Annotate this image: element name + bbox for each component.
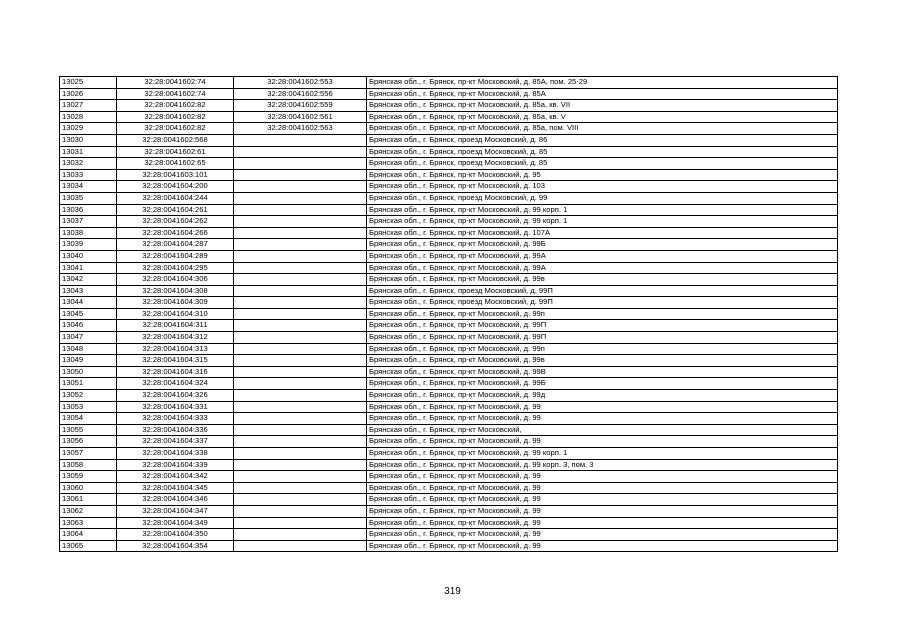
address-cell: Брянская обл., г. Брянск, проезд Московский, д. 86 (367, 134, 838, 146)
table-row (60, 482, 838, 494)
premises-number-cell (234, 378, 367, 390)
page-number: 319 (444, 586, 461, 597)
address-cell: Брянская обл., г. Брянск, пр-кт Московский, д. 99 (367, 540, 838, 552)
premises-number-cell (234, 366, 367, 378)
address-cell: Брянская обл., г. Брянск, пр-кт Московский, д. 85а, пом. VIII (367, 123, 838, 135)
row-number-cell: 13037 (60, 216, 117, 228)
address-cell: Брянская обл., г. Брянск, пр-кт Московский, д. 99 (367, 436, 838, 448)
row-number-cell: 13045 (60, 308, 117, 320)
address-cell: Брянская обл., г. Брянск, пр-кт Московский, д. 99п (367, 343, 838, 355)
row-number-cell: 13027 (60, 100, 117, 112)
table-row (60, 77, 838, 89)
cadastral-number-cell: 32:28:0041602:74 (117, 88, 234, 100)
premises-number-cell (234, 146, 367, 158)
premises-number-cell: 32:28:0041602:553 (234, 77, 367, 89)
cadastral-number-cell: 32:28:0041604:311 (117, 320, 234, 332)
row-number-cell: 13034 (60, 181, 117, 193)
address-cell: Брянская обл., г. Брянск, пр-кт Московский, д. 99 корп. 3, пом. 3 (367, 459, 838, 471)
table-row (60, 424, 838, 436)
table-row (60, 216, 838, 228)
premises-number-cell (234, 204, 367, 216)
cadastral-number-cell: 32:28:0041602:65 (117, 158, 234, 170)
table-row (60, 459, 838, 471)
row-number-cell: 13046 (60, 320, 117, 332)
cadastral-number-cell: 32:28:0041602:61 (117, 146, 234, 158)
row-number-cell: 13038 (60, 227, 117, 239)
cadastral-number-cell: 32:28:0041604:354 (117, 540, 234, 552)
premises-number-cell (234, 239, 367, 251)
cadastral-number-cell: 32:28:0041604:339 (117, 459, 234, 471)
table-row (60, 158, 838, 170)
cadastral-number-cell: 32:28:0041604:310 (117, 308, 234, 320)
premises-number-cell (234, 540, 367, 552)
row-number-cell: 13025 (60, 77, 117, 89)
row-number-cell: 13059 (60, 471, 117, 483)
table-row (60, 250, 838, 262)
row-number-cell: 13039 (60, 239, 117, 251)
table-row (60, 308, 838, 320)
premises-number-cell (234, 192, 367, 204)
table-row (60, 343, 838, 355)
cadastral-number-cell: 32:28:0041604:336 (117, 424, 234, 436)
row-number-cell: 13055 (60, 424, 117, 436)
premises-number-cell (234, 390, 367, 402)
row-number-cell: 13042 (60, 274, 117, 286)
row-number-cell: 13054 (60, 413, 117, 425)
table-row (60, 505, 838, 517)
premises-number-cell (234, 343, 367, 355)
premises-number-cell (234, 320, 367, 332)
premises-number-cell (234, 274, 367, 286)
address-cell: Брянская обл., г. Брянск, пр-кт Московский, д. 99 корп. 1 (367, 448, 838, 460)
table-row (60, 111, 838, 123)
cadastral-number-cell: 32:28:0041604:261 (117, 204, 234, 216)
premises-number-cell (234, 227, 367, 239)
cadastral-number-cell: 32:28:0041602:568 (117, 134, 234, 146)
address-cell: Брянская обл., г. Брянск, пр-кт Московский, д. 99 (367, 517, 838, 529)
table-row (60, 540, 838, 552)
address-cell: Брянская обл., г. Брянск, пр-кт Московский, д. 99 (367, 494, 838, 506)
row-number-cell: 13026 (60, 88, 117, 100)
table-row (60, 192, 838, 204)
row-number-cell: 13036 (60, 204, 117, 216)
cadastral-number-cell: 32:28:0041604:345 (117, 482, 234, 494)
address-cell: Брянская обл., г. Брянск, пр-кт Московский, д. 85А (367, 88, 838, 100)
row-number-cell: 13047 (60, 332, 117, 344)
premises-number-cell (234, 262, 367, 274)
premises-number-cell: 32:28:0041602:556 (234, 88, 367, 100)
address-cell: Брянская обл., г. Брянск, пр-кт Московский, (367, 424, 838, 436)
table-row (60, 146, 838, 158)
row-number-cell: 13040 (60, 250, 117, 262)
premises-number-cell (234, 285, 367, 297)
table-row (60, 285, 838, 297)
table-row (60, 390, 838, 402)
address-cell: Брянская обл., г. Брянск, пр-кт Московский, д. 99в (367, 274, 838, 286)
address-cell: Брянская обл., г. Брянск, пр-кт Московский, д. 107А (367, 227, 838, 239)
address-cell: Брянская обл., г. Брянск, проезд Московский, д. 85 (367, 146, 838, 158)
row-number-cell: 13048 (60, 343, 117, 355)
cadastral-number-cell: 32:28:0041604:316 (117, 366, 234, 378)
table-row (60, 262, 838, 274)
premises-number-cell (234, 401, 367, 413)
cadastral-number-cell: 32:28:0041604:289 (117, 250, 234, 262)
table-row (60, 401, 838, 413)
row-number-cell: 13033 (60, 169, 117, 181)
row-number-cell: 13031 (60, 146, 117, 158)
address-cell: Брянская обл., г. Брянск, пр-кт Московский, д. 103 (367, 181, 838, 193)
cadastral-number-cell: 32:28:0041604:333 (117, 413, 234, 425)
cadastral-number-cell: 32:28:0041604:324 (117, 378, 234, 390)
cadastral-number-cell: 32:28:0041604:306 (117, 274, 234, 286)
premises-number-cell (234, 517, 367, 529)
premises-number-cell (234, 250, 367, 262)
premises-number-cell (234, 355, 367, 367)
table-row (60, 494, 838, 506)
table-row (60, 274, 838, 286)
address-cell: Брянская обл., г. Брянск, пр-кт Московский, д. 85а, кв. V (367, 111, 838, 123)
premises-number-cell: 32:28:0041602:561 (234, 111, 367, 123)
table-row (60, 169, 838, 181)
row-number-cell: 13043 (60, 285, 117, 297)
table-row (60, 320, 838, 332)
address-cell: Брянская обл., г. Брянск, пр-кт Московский, д. 99 (367, 505, 838, 517)
cadastral-number-cell: 32:28:0041603:101 (117, 169, 234, 181)
cadastral-number-cell: 32:28:0041604:349 (117, 517, 234, 529)
table-row (60, 88, 838, 100)
cadastral-number-cell: 32:28:0041604:287 (117, 239, 234, 251)
premises-number-cell (234, 505, 367, 517)
table-row (60, 181, 838, 193)
cadastral-number-cell: 32:28:0041602:82 (117, 100, 234, 112)
row-number-cell: 13041 (60, 262, 117, 274)
premises-number-cell (234, 413, 367, 425)
row-number-cell: 13030 (60, 134, 117, 146)
address-cell: Брянская обл., г. Брянск, пр-кт Московский, д. 99 (367, 471, 838, 483)
address-cell: Брянская обл., г. Брянск, пр-кт Московский, д. 99В (367, 366, 838, 378)
cadastral-number-cell: 32:28:0041604:309 (117, 297, 234, 309)
table-row (60, 297, 838, 309)
address-cell: Брянская обл., г. Брянск, пр-кт Московский, д. 95 (367, 169, 838, 181)
table-row (60, 227, 838, 239)
premises-number-cell (234, 332, 367, 344)
address-cell: Брянская обл., г. Брянск, пр-кт Московский, д. 99п (367, 308, 838, 320)
premises-number-cell (234, 297, 367, 309)
premises-number-cell (234, 169, 367, 181)
registry-table-body (60, 77, 838, 552)
premises-number-cell (234, 471, 367, 483)
table-row (60, 436, 838, 448)
row-number-cell: 13035 (60, 192, 117, 204)
table-row (60, 355, 838, 367)
table-row (60, 123, 838, 135)
cadastral-number-cell: 32:28:0041602:82 (117, 111, 234, 123)
premises-number-cell (234, 448, 367, 460)
cadastral-number-cell: 32:28:0041604:315 (117, 355, 234, 367)
row-number-cell: 13052 (60, 390, 117, 402)
cadastral-number-cell: 32:28:0041604:244 (117, 192, 234, 204)
address-cell: Брянская обл., г. Брянск, пр-кт Московский, д. 85а, кв. VII (367, 100, 838, 112)
address-cell: Брянская обл., г. Брянск, пр-кт Московский, д. 99А (367, 250, 838, 262)
address-cell: Брянская обл., г. Брянск, пр-кт Московский, д. 99А (367, 262, 838, 274)
table-row (60, 517, 838, 529)
address-cell: Брянская обл., г. Брянск, пр-кт Московский, д. 99 (367, 413, 838, 425)
table-row (60, 378, 838, 390)
cadastral-number-cell: 32:28:0041602:74 (117, 77, 234, 89)
address-cell: Брянская обл., г. Брянск, проезд Московский, д. 99П (367, 297, 838, 309)
cadastral-number-cell: 32:28:0041604:337 (117, 436, 234, 448)
premises-number-cell (234, 482, 367, 494)
table-row (60, 134, 838, 146)
cadastral-number-cell: 32:28:0041604:342 (117, 471, 234, 483)
row-number-cell: 13049 (60, 355, 117, 367)
cadastral-number-cell: 32:28:0041604:347 (117, 505, 234, 517)
row-number-cell: 13065 (60, 540, 117, 552)
table-row (60, 529, 838, 541)
table-row (60, 204, 838, 216)
table-row (60, 413, 838, 425)
premises-number-cell (234, 529, 367, 541)
address-cell: Брянская обл., г. Брянск, пр-кт Московский, д. 99П (367, 332, 838, 344)
address-cell: Брянская обл., г. Брянск, пр-кт Московский, д. 99в (367, 355, 838, 367)
address-cell: Брянская обл., г. Брянск, пр-кт Московский, д. 99 (367, 401, 838, 413)
cadastral-number-cell: 32:28:0041604:331 (117, 401, 234, 413)
row-number-cell: 13051 (60, 378, 117, 390)
registry-table (59, 76, 838, 552)
row-number-cell: 13029 (60, 123, 117, 135)
address-cell: Брянская обл., г. Брянск, пр-кт Московский, д. 99 (367, 482, 838, 494)
address-cell: Брянская обл., г. Брянск, проезд Московский, д. 99П (367, 285, 838, 297)
premises-number-cell (234, 459, 367, 471)
address-cell: Брянская обл., г. Брянск, пр-кт Московский, д. 99 корп. 1 (367, 216, 838, 228)
row-number-cell: 13028 (60, 111, 117, 123)
cadastral-number-cell: 32:28:0041604:308 (117, 285, 234, 297)
row-number-cell: 13060 (60, 482, 117, 494)
premises-number-cell (234, 308, 367, 320)
row-number-cell: 13064 (60, 529, 117, 541)
cadastral-number-cell: 32:28:0041604:313 (117, 343, 234, 355)
cadastral-number-cell: 32:28:0041604:266 (117, 227, 234, 239)
cadastral-number-cell: 32:28:0041604:295 (117, 262, 234, 274)
row-number-cell: 13063 (60, 517, 117, 529)
premises-number-cell (234, 158, 367, 170)
table-row (60, 366, 838, 378)
address-cell: Брянская обл., г. Брянск, пр-кт Московский, д. 99д (367, 390, 838, 402)
address-cell: Брянская обл., г. Брянск, пр-кт Московский, д. 99Б (367, 378, 838, 390)
row-number-cell: 13062 (60, 505, 117, 517)
table-row (60, 239, 838, 251)
premises-number-cell (234, 424, 367, 436)
cadastral-number-cell: 32:28:0041602:82 (117, 123, 234, 135)
row-number-cell: 13056 (60, 436, 117, 448)
premises-number-cell: 32:28:0041602:563 (234, 123, 367, 135)
address-cell: Брянская обл., г. Брянск, пр-кт Московский, д. 85А, пом. 25-29 (367, 77, 838, 89)
row-number-cell: 13050 (60, 366, 117, 378)
cadastral-number-cell: 32:28:0041604:312 (117, 332, 234, 344)
table-row (60, 448, 838, 460)
cadastral-number-cell: 32:28:0041604:262 (117, 216, 234, 228)
cadastral-number-cell: 32:28:0041604:350 (117, 529, 234, 541)
table-row (60, 332, 838, 344)
address-cell: Брянская обл., г. Брянск, пр-кт Московский, д. 99Б (367, 239, 838, 251)
cadastral-number-cell: 32:28:0041604:346 (117, 494, 234, 506)
row-number-cell: 13061 (60, 494, 117, 506)
address-cell: Брянская обл., г. Брянск, проезд Московский, д. 85 (367, 158, 838, 170)
row-number-cell: 13032 (60, 158, 117, 170)
row-number-cell: 13058 (60, 459, 117, 471)
address-cell: Брянская обл., г. Брянск, пр-кт Московский, д. 99 (367, 529, 838, 541)
table-row (60, 100, 838, 112)
premises-number-cell: 32:28:0041602:559 (234, 100, 367, 112)
cadastral-number-cell: 32:28:0041604:338 (117, 448, 234, 460)
address-cell: Брянская обл., г. Брянск, пр-кт Московский, д. 99П (367, 320, 838, 332)
cadastral-number-cell: 32:28:0041604:326 (117, 390, 234, 402)
address-cell: Брянская обл., г. Брянск, проезд Московский, д. 99 (367, 192, 838, 204)
table-row (60, 471, 838, 483)
premises-number-cell (234, 436, 367, 448)
cadastral-number-cell: 32:28:0041604:200 (117, 181, 234, 193)
premises-number-cell (234, 134, 367, 146)
premises-number-cell (234, 181, 367, 193)
row-number-cell: 13044 (60, 297, 117, 309)
row-number-cell: 13053 (60, 401, 117, 413)
premises-number-cell (234, 216, 367, 228)
premises-number-cell (234, 494, 367, 506)
address-cell: Брянская обл., г. Брянск, пр-кт Московский, д. 99 корп. 1 (367, 204, 838, 216)
row-number-cell: 13057 (60, 448, 117, 460)
